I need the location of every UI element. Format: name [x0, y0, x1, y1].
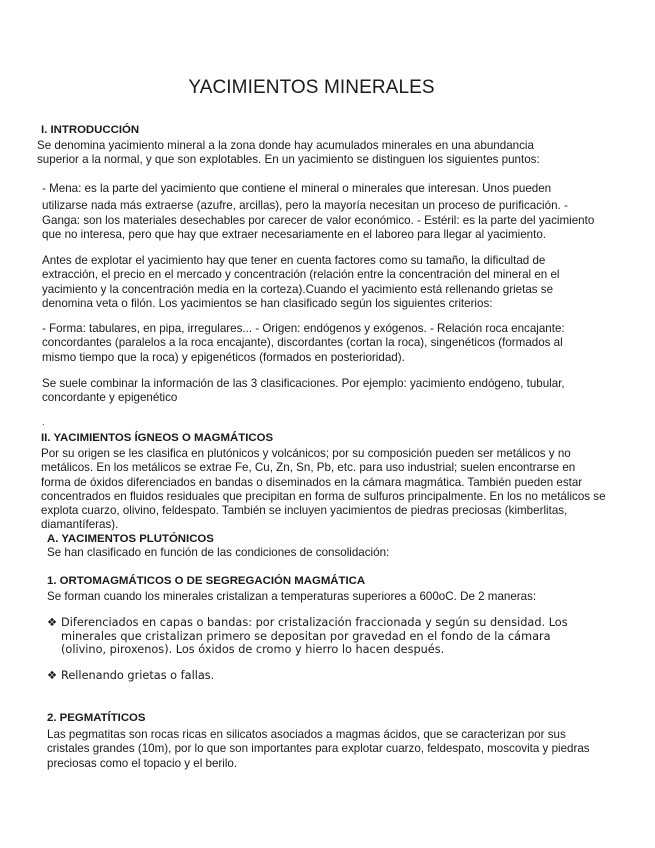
- paragraph-ortomagmaticos: [47, 590, 536, 604]
- text-line: concentrados en fluidos residuales que precipitan en forma de sulfuros principalmente. En los no metálicos se: [41, 489, 606, 503]
- heading-plutonicos: A. YACIMENTOS PLUTÓNICOS: [47, 533, 214, 545]
- stray-dot: .: [42, 417, 45, 427]
- text-line: extracción, el precio en el mercado y concentración (relación entre la concentración del mineral en el: [42, 268, 560, 282]
- paragraph-ganga-esteril: [42, 199, 594, 243]
- text-line: Rellenando grietas o fallas.: [61, 669, 215, 682]
- text-line: superior a la normal, y que son explotables. En un yacimiento se distinguen los siguientes puntos:: [37, 153, 540, 167]
- text-line: Por su origen se les clasifica en plutónicos y volcánicos; por su composición pueden ser metálicos y no: [41, 447, 571, 460]
- text-line: Antes de explotar el yacimiento hay que tener en cuenta factores como su tamaño, la dificultad de: [42, 254, 546, 267]
- paragraph-factores: [42, 254, 559, 311]
- text-line: concordantes (paralelos a la roca encajante), discordantes (cortan la roca), singenéticos (formados al: [42, 336, 563, 350]
- text-line: denomina veta o filón. Los yacimientos se han clasificado según los siguientes criterios:: [42, 296, 493, 310]
- text-line: explota cuarzo, olivino, feldespato. También se incluyen yacimientos de piedras preciosas (kimberlitas,: [41, 504, 568, 518]
- text-line: metálicos. En los metálicos se extrae Fe, Cu, Zn, Sn, Pb, etc. para uso industrial; suelen encontrarse en: [41, 461, 576, 475]
- text-line: Se suele combinar la información de las 3 clasificaciones. Por ejemplo: yacimiento endógeno, tubular,: [42, 377, 565, 390]
- text-line: diamantíferas).: [41, 518, 119, 532]
- text-line: - Forma: tabulares, en pipa, irregulares... - Origen: endógenos y exógenos. - Relación roca encajante:: [42, 322, 565, 335]
- heading-pegmatiticos: 2. PEGMATÍTICOS: [47, 712, 146, 724]
- text-line: Se forman cuando los minerales cristalizan a temperaturas superiores a 600oC. De 2 maneras:: [47, 590, 537, 603]
- text-line: Diferenciados en capas o bandas: por cristalización fraccionada y según su densidad. Los: [61, 616, 568, 629]
- text-line: Ganga: son los materiales desechables por carecer de valor económico. - Estéril: es la parte del yacimiento: [42, 213, 595, 227]
- text-line: forma de óxidos diferenciados en bandas o diseminados en la cámara magmática. También pueden estar: [41, 475, 583, 489]
- diamond-bullet-icon: ❖: [47, 616, 58, 629]
- text-line: Se han clasificado en función de las condiciones de consolidación:: [47, 546, 390, 559]
- paragraph-pegmatiticos: [47, 728, 612, 771]
- bullet-text: [61, 616, 568, 657]
- heading-igneos: II. YACIMIENTOS ÍGNEOS O MAGMÁTICOS: [41, 432, 274, 444]
- heading-introduccion: I. INTRODUCCIÓN: [41, 124, 140, 136]
- text-line: preciosas como el topacio y el berilo.: [47, 756, 238, 770]
- heading-ortomagmaticos: 1. ORTOMAGMÁTICOS O DE SEGREGACIÓN MAGMÁTICA: [47, 575, 366, 587]
- paragraph-combinacion: [42, 377, 565, 406]
- text-line: cristales grandes (10m), por lo que son importantes para explotar cuarzo, feldespato, moscovita y piedras: [47, 742, 590, 756]
- page-title: YACIMIENTOS MINERALES: [188, 77, 435, 98]
- paragraph-criterios: [42, 322, 565, 365]
- paragraph-plutonicos: [47, 546, 389, 560]
- text-line: yacimiento y la concentración media en la corteza).Cuando el yacimiento está rellenando grietas se: [42, 282, 554, 296]
- text-line: utilizarse nada más extraerse (azufre, arcillas), pero la mayoría necesitan un proceso de purificación. -: [42, 199, 568, 212]
- text-line: Se denomina yacimiento mineral a la zona donde hay acumulados minerales en una abundancia: [37, 139, 534, 152]
- paragraph-igneos: [41, 447, 606, 533]
- text-line: que no interesa, pero que hay que extraer necesariamente en el laboreo para llegar al yacimiento.: [42, 228, 546, 241]
- paragraph-intro-definition: [37, 139, 540, 168]
- text-line: (olivino, piroxenos). Los óxidos de cromo y hierro lo hacen después.: [61, 643, 445, 657]
- text-line: mismo tiempo que la roca) y epigenéticos (formados en posterioridad).: [42, 350, 405, 364]
- text-line: minerales que cristalizan primero se depositan por gravedad en el fondo de la cámara: [61, 629, 551, 643]
- text-line: - Mena: es la parte del yacimiento que contiene el mineral o minerales que interesan. Unos pueden: [42, 182, 552, 195]
- paragraph-mena-line: [42, 182, 551, 196]
- text-line: Las pegmatitas son rocas ricas en silicatos asociados a magmas ácidos, que se caracterizan por sus: [47, 728, 566, 741]
- bullet-text: [61, 669, 214, 683]
- text-line: concordante y epigenético: [42, 391, 178, 405]
- diamond-bullet-icon: ❖: [47, 669, 58, 682]
